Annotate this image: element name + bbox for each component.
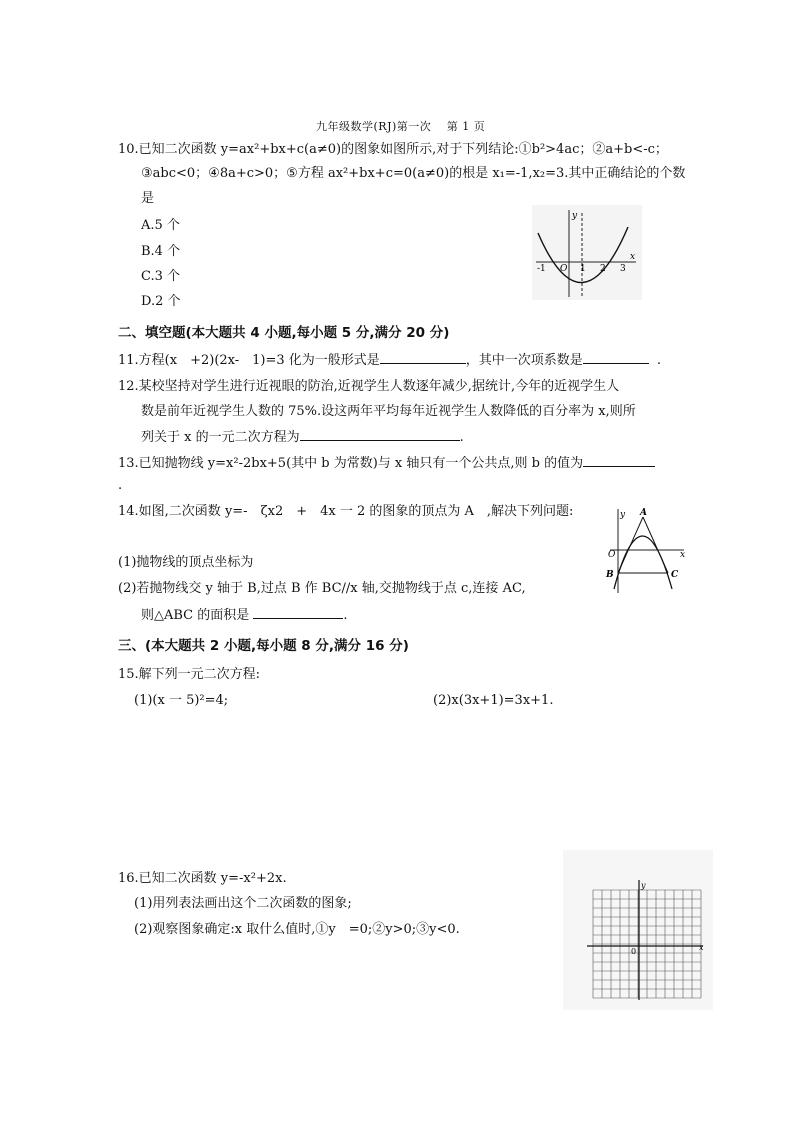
q14-end: . (343, 608, 348, 623)
q12-line3 (141, 427, 464, 447)
q12-line2: 数是前年近视学生人数的 75%.设这两年平均每年近视学生人数降低的百分率为 x,则所 (141, 404, 636, 419)
q14-parabola-figure (604, 505, 692, 595)
q10-option-b: B.4 个 (141, 244, 181, 259)
label-x: x (699, 943, 704, 952)
q16-title: 16.已知二次函数 y=-x²+2x. (118, 871, 287, 886)
q10-parabola-figure (532, 205, 642, 300)
section-3-title: 三、(本大题共 2 小题,每小题 8 分,满分 16 分) (118, 638, 409, 654)
q10-option-d: D.2 个 (141, 294, 181, 309)
q10-option-a: A.5 个 (141, 218, 180, 233)
section-2-title: 二、填空题(本大题共 4 小题,每小题 5 分,满分 20 分) (118, 325, 450, 341)
label-x: x (680, 550, 686, 560)
q14-blank[interactable] (253, 605, 343, 619)
label-1: 1 (580, 264, 586, 274)
q14-text: 则△ABC 的面积是 (141, 608, 254, 623)
q11-text-1: 11.方程(x +2)(2x- 1)=3 化为一般形式是 (118, 353, 380, 368)
q11 (118, 350, 661, 370)
q10-line1: 10.已知二次函数 y=ax²+bx+c(a≠0)的图象如图所示,对于下列结论:①b²>4ac；②a+b<-c； (118, 142, 668, 157)
label-y: y (620, 510, 626, 520)
label-neg1: -1 (537, 264, 546, 274)
label-c: C (671, 570, 679, 580)
label-b: B (606, 570, 614, 580)
q14-line4 (141, 605, 348, 625)
label-2: 2 (600, 264, 606, 274)
label-origin: 0 (631, 947, 637, 956)
page-header: 九年级数学(RJ)第一次 第 1 页 (316, 120, 486, 133)
q11-blank-2[interactable] (583, 350, 649, 364)
q13-line2: . (118, 478, 123, 493)
q11-text-2: ，其中一次项系数是 (465, 353, 583, 368)
q15-part2: (2)x(3x+1)=3x+1. (433, 693, 554, 708)
figure-background (532, 205, 642, 300)
segment-ab (618, 517, 643, 573)
label-o: O (608, 550, 616, 560)
label-x: x (630, 252, 636, 262)
label-3: 3 (620, 264, 626, 274)
q14-line3: (2)若抛物线交 y 轴于 B,过点 B 作 BC//x 轴,交抛物线于点 c,连接 AC, (118, 581, 526, 596)
q16-part2: (2)观察图象确定:x 取什么值时,①y =0;②y>0;③y<0. (134, 922, 460, 937)
q10-line3: 是 (141, 191, 155, 206)
q16-coordinate-grid (563, 850, 713, 1010)
q12-blank[interactable] (300, 427, 460, 441)
q14-line1: 14.如图,二次函数 y=- ζx2 + 4x 一 2 的图象的顶点为 A ,解决下列问题: (118, 504, 574, 519)
q11-blank-1[interactable] (380, 350, 466, 364)
q10-line2: ③abc<0；④8a+c>0；⑤方程 ax²+bx+c=0(a≠0)的根是 x₁=-1,x₂=3.其中正确结论的个数 (141, 166, 686, 181)
label-a: A (640, 508, 647, 518)
q16-part1: (1)用列表法画出这个二次函数的图象; (134, 896, 352, 911)
q11-text-3: . (656, 353, 661, 368)
q13-blank[interactable] (583, 453, 655, 467)
q12-text: 列关于 x 的一元二次方程为 (141, 430, 300, 445)
q13-text: 13.已知抛物线 y=x²-2bx+5(其中 b 为常数)与 x 轴只有一个公共点,则 b 的值为 (118, 456, 584, 471)
q15-title: 15.解下列一元二次方程: (118, 667, 261, 682)
q12-line1: 12.某校坚持对学生进行近视眼的防治,近视学生人数逐年减少,据统计,今年的近视学生人 (118, 379, 620, 394)
q10-option-c: C.3 个 (141, 269, 181, 284)
label-origin: O (560, 264, 568, 274)
q15-part1: (1)(x 一 5)²=4; (134, 693, 229, 708)
label-y: y (572, 211, 578, 221)
segment-ac (643, 517, 668, 573)
label-y: y (641, 881, 646, 890)
q14-line2: (1)抛物线的顶点坐标为 (118, 555, 254, 570)
q12-end: . (459, 430, 464, 445)
q13-line1 (118, 453, 655, 473)
